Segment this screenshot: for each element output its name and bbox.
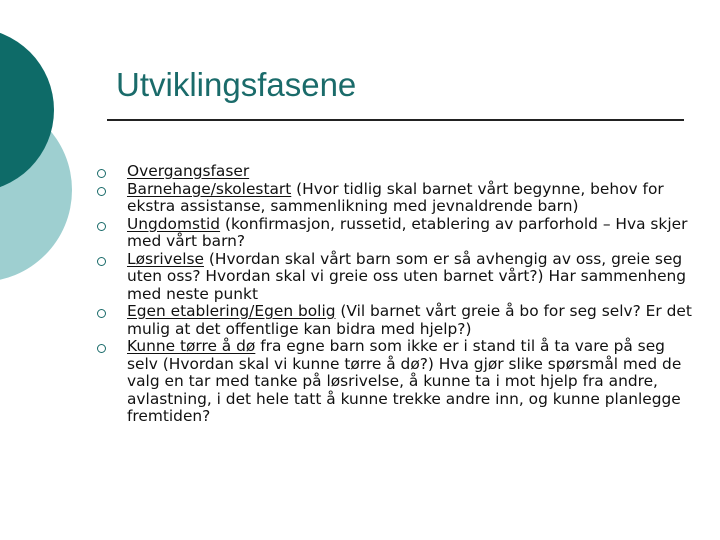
bullet-term: Egen etablering/Egen bolig [127, 302, 336, 320]
bullet-item [95, 163, 700, 181]
bullet-text: (Hvordan skal vårt barn som er så avhengig av oss, greie seg uten oss? Hvordan skal vi greie oss uten barnet vårt?) Har sammenheng med neste punkt [127, 249, 687, 303]
slide-title: Utviklingsfasene [116, 66, 357, 103]
bullet-term: Løsrivelse [127, 249, 204, 268]
bullet-item [95, 251, 700, 304]
bullet-term: Kunne tørre å dø [127, 337, 256, 355]
bullet-text: fra egne barn som ikke er i stand til å ta vare på seg selv (Hvordan skal vi kunne tørre å dø?) Hva gjør slike spørsmål med de valg en tar med tanke på løsrivelse, å kunne ta i mot hjelp fra andre, avlastning, i det hele tatt å kunne trekke andre inn, og kunne planlegge fremtiden? [127, 337, 682, 425]
bullet-item [95, 181, 700, 216]
bullet-text: (Vil barnet vårt greie å bo for seg selv? Er det mulig at det offentlige kan bidra med hjelp?) [127, 302, 692, 338]
hollow-circle-icon [97, 344, 106, 353]
decorative-teal-circles [0, 0, 90, 290]
hollow-circle-icon [97, 169, 106, 178]
bullet-item [95, 338, 700, 426]
bullet-item [95, 216, 700, 251]
bullet-list [95, 163, 700, 426]
hollow-circle-icon [97, 257, 106, 266]
bullet-term: Barnehage/skolestart [127, 179, 292, 198]
hollow-circle-icon [97, 309, 106, 318]
hollow-circle-icon [97, 222, 106, 231]
bullet-term: Overgangsfaser [127, 162, 250, 180]
bullet-text: (Hvor tidlig skal barnet vårt begynne, behov for ekstra assistanse, sammenlikning med jevnaldrende barn) [127, 179, 664, 215]
bullet-item [95, 303, 700, 338]
bullet-text: (konfirmasjon, russetid, etablering av parforhold – Hva skjer med vårt barn? [127, 214, 688, 250]
hollow-circle-icon [97, 187, 106, 196]
title-divider [107, 119, 684, 121]
bullet-term: Ungdomstid [127, 214, 221, 233]
